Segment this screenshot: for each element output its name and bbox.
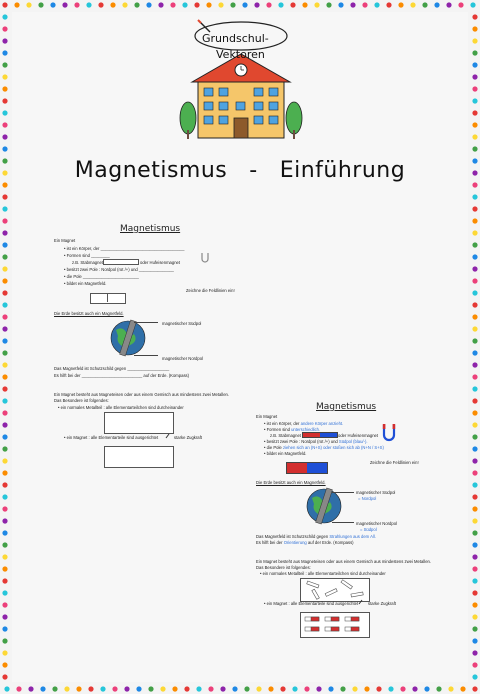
south-arrow — [134, 322, 158, 323]
bar-magnet-field-blank — [90, 293, 126, 304]
solved-south-sign: = Nordpol — [358, 496, 377, 501]
border-dot — [472, 674, 477, 679]
border-dot — [2, 122, 7, 127]
border-dot — [2, 398, 7, 403]
title-right: Einführung — [279, 158, 406, 183]
border-dot — [472, 122, 477, 127]
horseshoe-magnet-blank-icon — [200, 252, 210, 264]
aligned-particles — [301, 613, 369, 637]
border-dot — [290, 2, 295, 7]
solved-shield-line-2 — [256, 540, 354, 545]
border-dot — [472, 86, 477, 91]
border-dot — [472, 50, 477, 55]
solved-south-label: magnetischer Südpol — [356, 490, 396, 495]
border-dot — [2, 386, 7, 391]
border-dot — [278, 2, 283, 7]
border-dot — [62, 2, 67, 7]
scattered-particles — [301, 579, 369, 601]
solved-b4a: • die Pole — [264, 445, 282, 450]
border-dot — [2, 182, 7, 187]
border-dot — [2, 314, 7, 319]
border-dot — [2, 566, 7, 571]
solved-bullet-3 — [264, 439, 368, 444]
border-dot — [374, 2, 379, 7]
border-dot — [304, 686, 309, 691]
border-dot — [472, 602, 477, 607]
border-dot — [472, 542, 477, 547]
bullet-5: • bildet ein Magnetfeld. — [64, 281, 107, 286]
border-dot — [2, 290, 7, 295]
border-dot — [2, 518, 7, 523]
border-dot — [472, 590, 477, 595]
border-dot — [194, 2, 199, 7]
border-dot — [472, 338, 477, 343]
border-dot — [472, 470, 477, 475]
border-dot — [2, 662, 7, 667]
border-dot — [472, 290, 477, 295]
north-arrow — [134, 355, 158, 356]
border-dot — [148, 686, 153, 691]
border-dot — [16, 686, 21, 691]
border-dot — [448, 686, 453, 691]
border-dot — [206, 2, 211, 7]
solved-b3b: Südpol (blau/-). — [338, 439, 368, 444]
border-dot — [2, 38, 7, 43]
border-dot — [472, 386, 477, 391]
border-dot — [2, 206, 7, 211]
border-dot — [472, 206, 477, 211]
border-dot — [472, 566, 477, 571]
border-dot — [182, 2, 187, 7]
border-dot — [472, 182, 477, 187]
border-dot — [2, 278, 7, 283]
shield-line-2: Es hilft bei der __________________________ auf der Erde. (Kompass) — [54, 373, 190, 378]
border-dot — [242, 2, 247, 7]
border-dot — [196, 686, 201, 691]
solved-south-arrow — [332, 492, 354, 493]
intro-text: Ein Magnet — [54, 238, 76, 243]
border-dot — [352, 686, 357, 691]
border-dot — [2, 578, 7, 583]
solved-bullet-1 — [264, 421, 343, 426]
border-dot — [136, 686, 141, 691]
border-dot — [76, 686, 81, 691]
border-dot — [52, 686, 57, 691]
bar-magnet-field-solved — [286, 462, 328, 474]
border-dot — [266, 2, 271, 7]
solved-bullet-2-example-b: oder Hufeisenmagnet — [338, 433, 379, 438]
solved-b1a: • ist ein Körper, der — [264, 421, 300, 426]
border-dot — [400, 686, 405, 691]
border-dot — [2, 362, 7, 367]
bullet-4: • die Pole ________________________ — [64, 274, 139, 279]
bar-magnet-blank — [103, 259, 139, 265]
south-label: magnetischer Südpol — [162, 321, 202, 326]
border-dot — [472, 302, 477, 307]
border-dot — [472, 98, 477, 103]
solved-b2a: • Formen sind — [264, 427, 290, 432]
border-dot — [256, 686, 261, 691]
border-dot — [14, 2, 19, 7]
border-dot — [98, 2, 103, 7]
border-dot — [314, 2, 319, 7]
earth-heading: Die Erde besitzt auch ein Magnetfeld. — [54, 311, 124, 316]
border-dot — [424, 686, 429, 691]
border-dot — [472, 374, 477, 379]
logo-text-line2: Vektoren — [216, 48, 265, 61]
border-dot — [230, 2, 235, 7]
border-dot — [170, 2, 175, 7]
solved-north-arrow — [332, 522, 354, 523]
border-dot — [472, 518, 477, 523]
border-dot — [2, 422, 7, 427]
border-dot — [2, 374, 7, 379]
bullet-2: • Formen sind ________ — [64, 253, 110, 258]
shield-line-1: Das Magnetfeld ist Schutzschild gegen __________________ — [54, 366, 170, 371]
border-dot — [208, 686, 213, 691]
solved-intro: Ein Magnet — [256, 414, 278, 419]
solved-shield1b: Strahlungen aus dem All. — [329, 534, 376, 539]
border-dot — [64, 686, 69, 691]
border-dot — [292, 686, 297, 691]
border-dot — [100, 686, 105, 691]
paperclip-icon — [165, 433, 171, 439]
worksheet-blank — [50, 222, 250, 482]
border-dot — [460, 686, 465, 691]
border-dot — [472, 74, 477, 79]
border-dot — [446, 2, 451, 7]
border-dot — [472, 134, 477, 139]
border-dot — [472, 410, 477, 415]
border-dot — [472, 62, 477, 67]
border-dot — [110, 2, 115, 7]
border-dot — [472, 278, 477, 283]
border-dot — [2, 50, 7, 55]
border-dot — [2, 506, 7, 511]
border-dot — [4, 686, 9, 691]
border-dot — [2, 14, 7, 19]
magnet-box — [104, 446, 174, 468]
horseshoe-magnet-solved-icon — [382, 424, 396, 442]
border-dot — [472, 326, 477, 331]
solved-shield1a: Das Magnetfeld ist Schutzschild gegen — [256, 534, 329, 539]
solved-paperclip-icon — [358, 599, 364, 605]
solved-bullet-2-example: z.B. Stabmagnet — [270, 433, 301, 438]
border-dot — [386, 2, 391, 7]
border-dot — [410, 2, 415, 7]
border-dot — [472, 146, 477, 151]
solved-b1b: andere Körper anzieht. — [300, 421, 344, 426]
border-dot — [472, 14, 477, 19]
border-dot — [302, 2, 307, 7]
border-dot — [160, 686, 165, 691]
solved-earth-heading: Die Erde besitzt auch ein Magnetfeld. — [256, 480, 326, 485]
border-dot — [86, 2, 91, 7]
border-dot — [2, 638, 7, 643]
solved-north-sign: = Südpol — [360, 527, 377, 532]
north-label: magnetischer Nordpol — [162, 356, 203, 361]
bullet-2-example: z.B. Stabmagnet — [72, 260, 103, 265]
solved-bullet-4 — [264, 445, 384, 450]
border-dot — [2, 86, 7, 91]
solved-heading: Magnetismus — [316, 402, 377, 412]
border-dot — [472, 506, 477, 511]
magnet-text: • ein Magnet : alle Elementarteile sind ausgerichtet — [64, 435, 159, 440]
border-dot — [40, 686, 45, 691]
border-dot — [2, 626, 7, 631]
border-dot — [2, 470, 7, 475]
border-dot — [184, 686, 189, 691]
border-dot — [2, 590, 7, 595]
border-dot — [458, 2, 463, 7]
border-dot — [472, 638, 477, 643]
border-dot — [112, 686, 117, 691]
border-dot — [472, 494, 477, 499]
border-dot — [2, 74, 7, 79]
normal-metal-text: • ein normales Metallteil : alle Elementarteilchen sind durcheinander — [58, 405, 184, 410]
solved-strong-pull-label: starke Zugkraft — [368, 601, 396, 606]
border-dot — [472, 26, 477, 31]
solved-normal-metal-text: • ein normales Metallteil : alle Elementarteilchen sind durcheinander — [260, 571, 386, 576]
border-dot — [472, 482, 477, 487]
border-dot — [28, 686, 33, 691]
draw-field-instruction: Zeichne die Feldlinien ein! — [186, 288, 235, 293]
bullet-1: • ist ein Körper, der ____________________________________ — [64, 246, 185, 251]
border-dot — [2, 446, 7, 451]
border-dot — [472, 626, 477, 631]
border-dot — [472, 254, 477, 259]
border-dot — [2, 302, 7, 307]
border-dot — [220, 686, 225, 691]
border-dot — [2, 230, 7, 235]
solved-material-line-2: Das Besondere ist folgendes: — [256, 565, 311, 570]
border-dot — [472, 194, 477, 199]
solved-magnet-box — [300, 612, 370, 638]
border-dot — [26, 2, 31, 7]
border-dot — [2, 62, 7, 67]
border-dot — [2, 458, 7, 463]
border-dot — [472, 266, 477, 271]
title-left: Magnetismus — [74, 158, 228, 183]
border-dot — [2, 614, 7, 619]
border-dot — [2, 326, 7, 331]
border-dot — [2, 554, 7, 559]
solved-magnet-text: • ein Magnet : alle Elementarteile sind ausgerichtet — [264, 601, 359, 606]
border-dot — [472, 446, 477, 451]
border-dot — [158, 2, 163, 7]
solved-b2b: unterschiedlich. — [291, 427, 321, 432]
material-line-1: Ein Magnet besteht aus Magneteisen oder aus einem Gemisch aus mindestens zwei Metallen. — [54, 392, 230, 397]
border-dot — [472, 218, 477, 223]
border-dot — [472, 650, 477, 655]
border-dot — [2, 26, 7, 31]
border-dot — [472, 554, 477, 559]
border-dot — [472, 662, 477, 667]
border-dot — [472, 530, 477, 535]
border-dot — [268, 686, 273, 691]
border-dot — [232, 686, 237, 691]
normal-metal-box — [104, 412, 174, 434]
bar-magnet-divider — [107, 293, 108, 302]
solved-shield2b: Orientierung — [283, 540, 307, 545]
border-dot — [2, 542, 7, 547]
bullet-2-example-b: oder Hufeisenmagnet — [140, 260, 181, 265]
border-dot — [124, 686, 129, 691]
border-dot — [74, 2, 79, 7]
page-title — [0, 158, 480, 183]
border-dot — [2, 530, 7, 535]
solved-shield-line-1 — [256, 534, 376, 539]
border-dot — [412, 686, 417, 691]
border-dot — [472, 398, 477, 403]
border-dot — [2, 266, 7, 271]
solved-shield2c: auf der Erde. (Kompass) — [307, 540, 354, 545]
border-dot — [2, 194, 7, 199]
border-dot — [388, 686, 393, 691]
border-dot — [472, 434, 477, 439]
border-dot — [134, 2, 139, 7]
border-dot — [376, 686, 381, 691]
border-dot — [472, 362, 477, 367]
border-dot — [2, 134, 7, 139]
border-dot — [2, 674, 7, 679]
border-dot — [146, 2, 151, 7]
border-dot — [2, 242, 7, 247]
border-dot — [472, 686, 477, 691]
border-dot — [122, 2, 127, 7]
border-dot — [422, 2, 427, 7]
border-dot — [472, 110, 477, 115]
title-dash: - — [249, 158, 258, 183]
solved-shield2a: Es hilft bei der — [256, 540, 283, 545]
border-dot — [2, 146, 7, 151]
border-dot — [2, 110, 7, 115]
border-dot — [2, 482, 7, 487]
border-dot — [472, 422, 477, 427]
border-dot — [472, 614, 477, 619]
border-dot — [88, 686, 93, 691]
border-dot — [2, 98, 7, 103]
border-dot — [2, 338, 7, 343]
border-dot — [350, 2, 355, 7]
border-dot — [472, 578, 477, 583]
border-dot — [472, 350, 477, 355]
border-dot — [218, 2, 223, 7]
worksheet-heading: Magnetismus — [120, 224, 181, 234]
worksheet-solved — [254, 400, 454, 650]
border-dot — [2, 494, 7, 499]
border-dot — [254, 2, 259, 7]
bar-magnet-solved — [302, 432, 338, 438]
border-dot — [2, 218, 7, 223]
solved-draw-field-instruction: Zeichne die Feldlinien ein! — [370, 460, 419, 465]
border-dot — [244, 686, 249, 691]
solved-b3a: • besitzt zwei Pole : Nordpol (rot /+) und — [264, 439, 338, 444]
border-dot — [172, 686, 177, 691]
earth-magnet-icon — [108, 318, 148, 358]
border-dot — [364, 686, 369, 691]
border-dot — [398, 2, 403, 7]
border-dot — [472, 314, 477, 319]
border-dot — [472, 230, 477, 235]
border-dot — [50, 2, 55, 7]
solved-b4b: ziehen sich an (N+S) oder stoßen sich ab (N+N / S+S) — [282, 445, 384, 450]
solved-bullet-5: • bildet ein Magnetfeld. — [264, 451, 307, 456]
border-dot — [436, 686, 441, 691]
border-dot — [434, 2, 439, 7]
border-dot — [326, 2, 331, 7]
border-dot — [470, 2, 475, 7]
border-dot — [472, 458, 477, 463]
border-dot — [2, 650, 7, 655]
border-dot — [2, 254, 7, 259]
border-dot — [2, 602, 7, 607]
border-dot — [2, 350, 7, 355]
material-line-2: Das Besondere ist folgendes: — [54, 398, 109, 403]
solved-material-line-1: Ein Magnet besteht aus Magneteisen oder aus einem Gemisch aus mindestens zwei Metallen. — [256, 559, 432, 564]
border-dot — [362, 2, 367, 7]
border-dot — [340, 686, 345, 691]
border-dot — [38, 2, 43, 7]
border-dot — [472, 38, 477, 43]
border-dot — [2, 410, 7, 415]
border-dot — [2, 2, 7, 7]
logo-text-line1: Grundschul- — [202, 32, 269, 45]
solved-north-label: magnetischer Nordpol — [356, 521, 397, 526]
border-dot — [338, 2, 343, 7]
border-dot — [472, 242, 477, 247]
bullet-3: • besitzt zwei Pole : Nordpol (rot /+) und _______________ — [64, 267, 174, 272]
border-dot — [2, 434, 7, 439]
border-dot — [316, 686, 321, 691]
border-dot — [280, 686, 285, 691]
border-dot — [328, 686, 333, 691]
strong-pull-label: starke Zugkraft — [174, 435, 202, 440]
